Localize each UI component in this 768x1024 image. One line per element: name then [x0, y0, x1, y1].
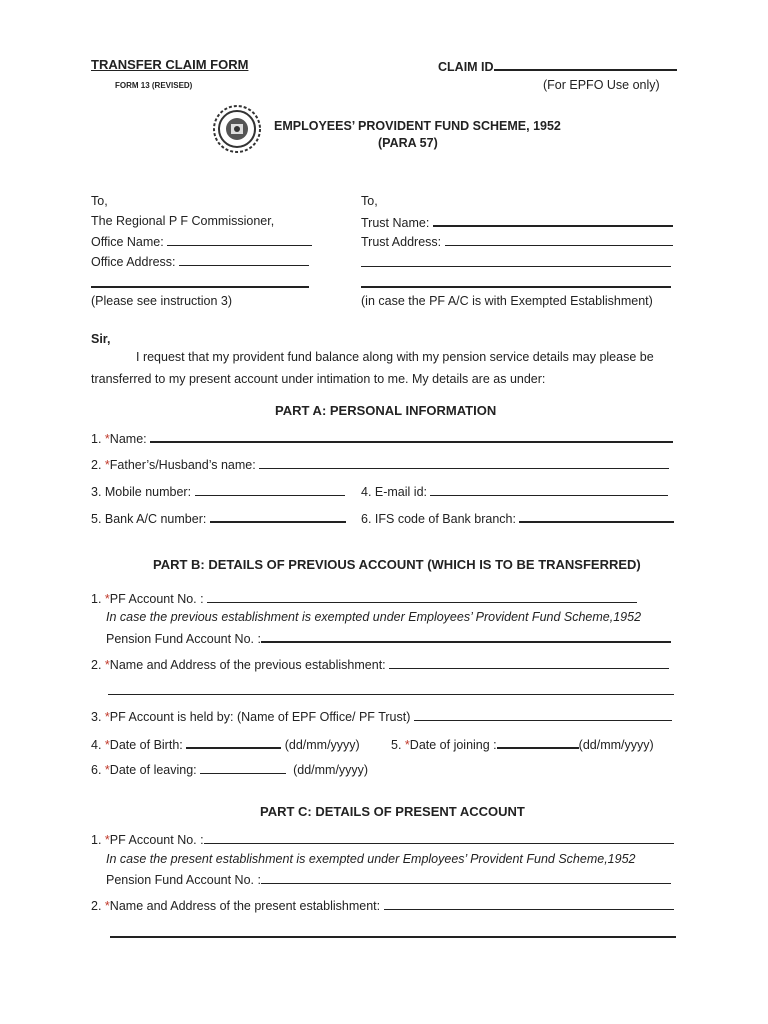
present-pension-account-field[interactable]	[261, 872, 671, 884]
part-b-doj-row: 5. *Date of joining : (dd/mm/yyyy)	[391, 738, 654, 752]
part-c-pension-row: Pension Fund Account No. :	[106, 872, 671, 887]
part-a-mobile-row: 3. Mobile number:	[91, 484, 345, 499]
part-b-held-by-row: 3. *PF Account is held by: (Name of EPF Office/ PF Trust)	[91, 709, 672, 724]
part-a-ifsc-row: 6. IFS code of Bank branch:	[361, 510, 674, 526]
part-b-dol-row: 6. *Date of leaving: (dd/mm/yyyy)	[91, 763, 369, 777]
trust-address-line2[interactable]	[361, 266, 671, 267]
date-of-birth-field[interactable]	[186, 736, 281, 749]
present-establishment-line2[interactable]	[110, 936, 676, 938]
pf-held-by-field[interactable]	[414, 709, 672, 721]
form-title: TRANSFER CLAIM FORM	[91, 57, 249, 72]
trust-name-field[interactable]	[433, 214, 673, 227]
epfo-seal-icon	[212, 104, 262, 154]
ifsc-code-field[interactable]	[519, 510, 674, 523]
letter-line-2: transferred to my present account under intimation to me. My details are as under:	[91, 372, 546, 386]
part-b-pf-row: 1. *PF Account No. :	[91, 591, 637, 606]
part-b-dob-row: 4. *Date of Birth: (dd/mm/yyyy)	[91, 738, 360, 752]
bank-account-field[interactable]	[210, 510, 346, 523]
epfo-note: (For EPFO Use only)	[543, 78, 660, 92]
part-c-establishment-row: 2. *Name and Address of the present establishment:	[91, 898, 674, 913]
part-b-pension-row: Pension Fund Account No. :	[106, 630, 671, 646]
part-b-heading: PART B: DETAILS OF PREVIOUS ACCOUNT (WHICH IS TO BE TRANSFERRED)	[153, 557, 641, 572]
trust-name-row: Trust Name:	[361, 214, 673, 230]
present-establishment-field[interactable]	[384, 898, 674, 910]
previous-establishment-field[interactable]	[389, 657, 669, 669]
present-pf-account-field[interactable]	[204, 832, 674, 844]
salutation: Sir,	[91, 332, 111, 346]
part-a-heading: PART A: PERSONAL INFORMATION	[275, 403, 497, 418]
part-a-name-row: 1. *Name:	[91, 430, 673, 446]
right-note: (in case the PF A/C is with Exempted Establishment)	[361, 294, 653, 308]
office-name-row: Office Name:	[91, 234, 312, 249]
trust-address-row: Trust Address:	[361, 234, 673, 249]
part-a-bank-row: 5. Bank A/C number:	[91, 510, 346, 526]
scheme-title: EMPLOYEES’ PROVIDENT FUND SCHEME, 1952	[274, 119, 561, 133]
trust-address-line3[interactable]	[361, 286, 671, 288]
date-of-joining-field[interactable]	[497, 736, 579, 749]
trust-address-field[interactable]	[445, 234, 673, 246]
right-to: To,	[361, 194, 378, 208]
part-c-exempt-note: In case the present establishment is exempted under Employees’ Provident Fund Scheme,1952	[106, 852, 636, 866]
claim-id-field[interactable]	[494, 58, 677, 71]
office-name-field[interactable]	[167, 234, 312, 246]
name-field[interactable]	[150, 430, 673, 443]
mobile-number-field[interactable]	[195, 484, 345, 496]
part-a-father-row: 2. *Father’s/Husband’s name:	[91, 457, 669, 472]
form-number: FORM 13 (REVISED)	[115, 81, 193, 90]
part-b-establishment-row: 2. *Name and Address of the previous establishment:	[91, 657, 669, 672]
date-of-leaving-field[interactable]	[200, 762, 286, 774]
father-husband-name-field[interactable]	[259, 457, 669, 469]
part-c-pf-row: 1. *PF Account No. :	[91, 832, 674, 847]
previous-pension-account-field[interactable]	[261, 630, 671, 643]
email-field[interactable]	[430, 484, 668, 496]
part-c-heading: PART C: DETAILS OF PRESENT ACCOUNT	[260, 804, 525, 819]
claim-id-label: CLAIM ID	[438, 58, 677, 74]
office-address-line2[interactable]	[91, 286, 309, 288]
commissioner-label: The Regional P F Commissioner,	[91, 214, 275, 228]
left-to: To,	[91, 194, 108, 208]
scheme-para: (PARA 57)	[378, 136, 438, 150]
left-note: (Please see instruction 3)	[91, 294, 233, 308]
office-address-row: Office Address:	[91, 254, 309, 269]
previous-pf-account-field[interactable]	[207, 591, 637, 603]
letter-line-1: I request that my provident fund balance along with my pension service details may please be	[136, 350, 654, 364]
previous-establishment-line2[interactable]	[108, 694, 674, 695]
office-address-field[interactable]	[179, 254, 309, 266]
part-a-email-row: 4. E-mail id:	[361, 484, 668, 499]
part-b-exempt-note: In case the previous establishment is exempted under Employees’ Provident Fund Scheme,1952	[106, 610, 642, 624]
